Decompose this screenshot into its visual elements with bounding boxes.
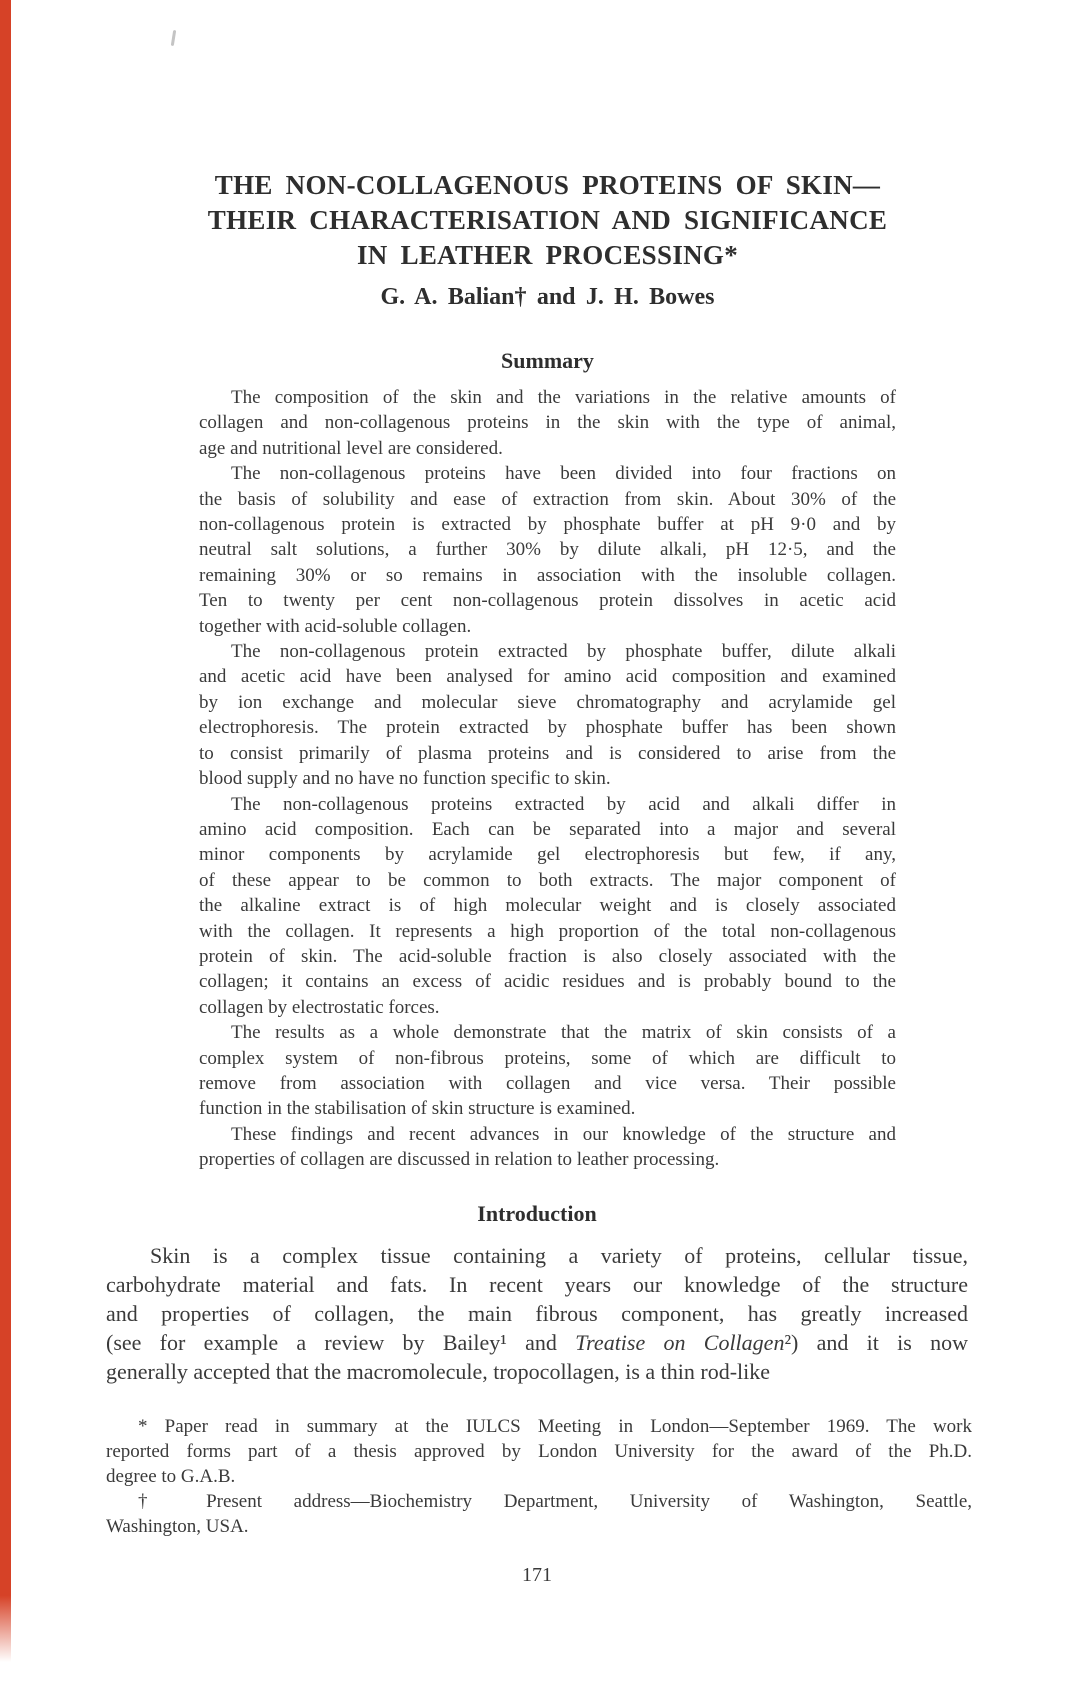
book-title-italic: Treatise on Collagen	[575, 1330, 785, 1355]
footnote-line: reported forms part of a thesis approved by London University for the award of the Ph.D.	[106, 1441, 972, 1462]
summary-paragraph	[199, 1122, 896, 1173]
summary-line: function in the stabilisation of skin structure is examined.	[199, 1098, 636, 1120]
summary-paragraph	[199, 639, 896, 791]
intro-line	[106, 1328, 968, 1357]
authors-line: G. A. Balian† and J. H. Bowes	[380, 284, 715, 310]
ink-speck	[171, 30, 176, 46]
summary-line: The composition of the skin and the variations in the relative amounts of	[231, 387, 896, 408]
summary-line: minor components by acrylamide gel electrophoresis but few, if any,	[199, 844, 896, 866]
summary-paragraph	[199, 385, 896, 461]
paper-title	[199, 168, 896, 273]
summary-line: The non-collagenous protein extracted by phosphate buffer, dilute alkali	[231, 641, 896, 663]
footnote-line: † Present address—Biochemistry Department, University of Washington, Seattle,	[138, 1491, 972, 1512]
summary-line: the basis of solubility and ease of extraction from skin. About 30% of the	[199, 488, 896, 510]
summary-line: complex system of non-fibrous proteins, some of which are difficult to	[199, 1047, 896, 1069]
introduction-heading: Introduction	[477, 1201, 597, 1226]
summary-line: amino acid composition. Each can be separated into a major and several	[199, 818, 896, 840]
footnote-line: * Paper read in summary at the IULCS Meeting in London—September 1969. The work	[138, 1416, 972, 1437]
summary-line: The results as a whole demonstrate that the matrix of skin consists of a	[231, 1022, 896, 1044]
summary-paragraph	[199, 461, 896, 639]
footnote-line: degree to G.A.B.	[106, 1466, 236, 1487]
summary-line: to consist primarily of plasma proteins and is considered to arise from the	[199, 742, 896, 764]
title-line-1: THE NON-COLLAGENOUS PROTEINS OF SKIN—	[214, 170, 881, 200]
summary-line: and acetic acid have been analysed for amino acid composition and examined	[199, 666, 896, 688]
summary-line: remove from association with collagen and vice versa. Their possible	[199, 1072, 896, 1094]
summary-line: protein of skin. The acid-soluble fraction is also closely associated with the	[199, 945, 896, 967]
summary-line: properties of collagen are discussed in relation to leather processing.	[199, 1149, 720, 1171]
summary-line: The non-collagenous proteins have been divided into four fractions on	[231, 463, 896, 485]
intro-line: carbohydrate material and fats. In recent years our knowledge of the structure	[106, 1272, 968, 1297]
summary-line: non-collagenous protein is extracted by phosphate buffer at pH 9·0 and by	[199, 514, 896, 536]
footnote-present-address	[106, 1489, 972, 1539]
summary-line: with the collagen. It represents a high proportion of the total non-collagenous	[199, 920, 896, 942]
page-number: 171	[522, 1564, 552, 1586]
summary-line: These findings and recent advances in our knowledge of the structure and	[231, 1123, 896, 1145]
footnote-line: Washington, USA.	[106, 1516, 249, 1537]
summary-line: Ten to twenty per cent non-collagenous protein dissolves in acetic acid	[199, 590, 896, 612]
summary-paragraph	[199, 1020, 896, 1122]
summary-line: of these appear to be common to both extracts. The major component of	[199, 869, 896, 891]
summary-line: The non-collagenous proteins extracted by acid and alkali differ in	[231, 793, 896, 815]
summary-paragraph	[199, 792, 896, 1021]
summary-line: remaining 30% or so remains in association with the insoluble collagen.	[199, 564, 896, 586]
summary-line: collagen and non-collagenous proteins in the skin with the type of animal,	[199, 412, 896, 434]
intro-line: generally accepted that the macromolecule, tropocollagen, is a thin rod-like	[106, 1359, 771, 1384]
summary-line: age and nutritional level are considered.	[199, 437, 503, 459]
title-line-2: THEIR CHARACTERISATION AND SIGNIFICANCE	[207, 205, 888, 235]
intro-line: and properties of collagen, the main fibrous component, has greatly increased	[106, 1301, 968, 1326]
introduction-body	[106, 1241, 968, 1386]
summary-line: electrophoresis. The protein extracted by phosphate buffer has been shown	[199, 717, 896, 739]
summary-line: the alkaline extract is of high molecular weight and is closely associated	[199, 895, 896, 917]
footnotes	[106, 1414, 972, 1539]
footnote-paper-read	[106, 1414, 972, 1489]
summary-line: blood supply and no have no function specific to skin.	[199, 768, 611, 790]
summary-heading: Summary	[501, 348, 594, 373]
summary-line: collagen; it contains an excess of acidic residues and is probably bound to the	[199, 971, 896, 993]
intro-line: Skin is a complex tissue containing a variety of proteins, cellular tissue,	[150, 1243, 968, 1268]
intro-line-text: ²) and it is now	[784, 1330, 969, 1355]
summary-line: together with acid-soluble collagen.	[199, 615, 472, 637]
summary-line: neutral salt solutions, a further 30% by dilute alkali, pH 12·5, and the	[199, 539, 896, 561]
summary-line: collagen by electrostatic forces.	[199, 996, 440, 1018]
binding-strip	[0, 0, 11, 1662]
title-line-3: IN LEATHER PROCESSING*	[356, 240, 739, 270]
intro-line-text: (see for example a review by Bailey¹ and	[106, 1330, 576, 1355]
summary-body	[199, 385, 896, 1173]
summary-line: by ion exchange and molecular sieve chromatography and acrylamide gel	[199, 691, 896, 713]
